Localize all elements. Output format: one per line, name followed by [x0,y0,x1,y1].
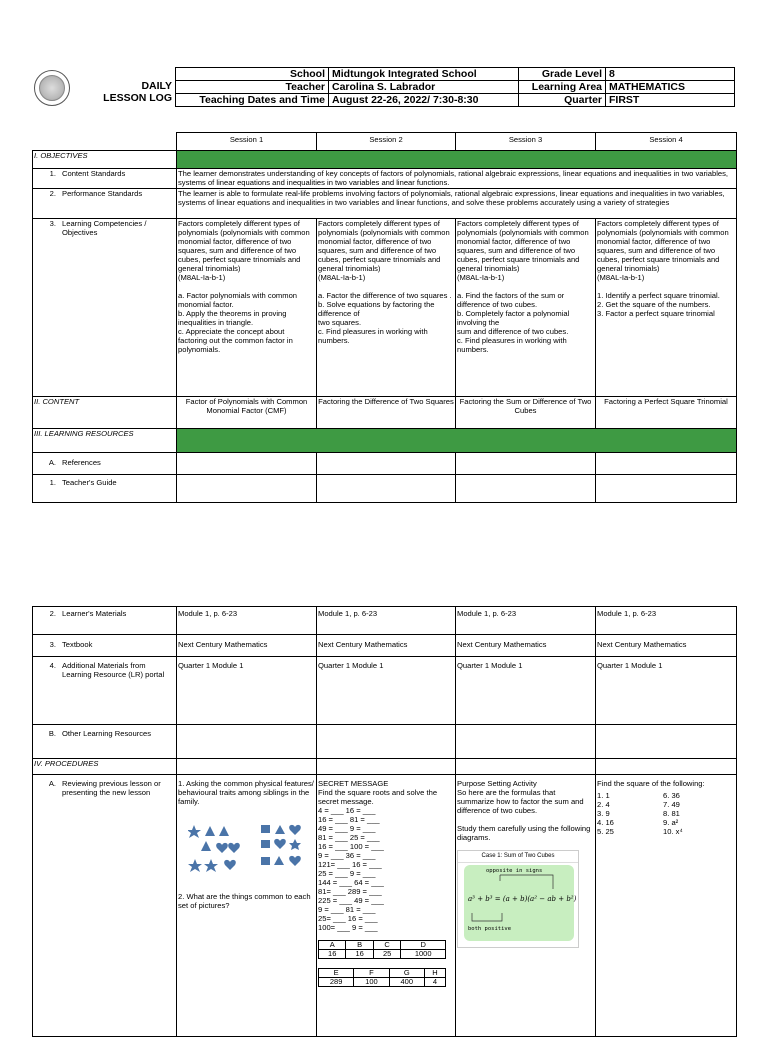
resources-green-bar [177,429,737,453]
lm-session-4: Module 1, p. 6-23 [596,607,737,635]
add-session-2: Quarter 1 Module 1 [317,657,456,725]
dates-label: Teaching Dates and Time [176,94,329,107]
blank-corner [33,133,177,151]
reviewing-label: A. Reviewing previous lesson or presenting the new lesson [33,775,177,1037]
grade-value: 8 [606,68,735,81]
teacher-value: Carolina S. Labrador [329,81,519,94]
tb-session-3: Next Century Mathematics [456,635,596,657]
add-session-4: Quarter 1 Module 1 [596,657,737,725]
title-line2: LESSON LOG [103,92,172,104]
secret-message-intro: Find the square roots and solve the secret message. [318,788,438,806]
quarter-value: FIRST [606,94,735,107]
competency-session-2: Factors completely different types of polynomials (polynomials with common monomial factor, difference of two squares, sum and difference of two cubes, perfect square trinomials and general trinomials) (M8AL-Ia-b-1) a. Factor the difference of two squares . b. Solve equations by factoring the difference of two squares. c. Find pleasures in working with numbers. [317,219,456,397]
school-label: School [176,68,329,81]
topic-session-4: Factoring a Perfect Square Trinomial [596,397,737,429]
secret-key-table-2: E F G H 289 100 400 4 [318,968,446,987]
performance-standards-text: The learner is able to formulate real-life problems involving factors of polynomials, rational algebraic expressions, linear equations and inequalities in two variables, systems of linear equations and inequalities in two variables and linear functions, and solve these problems accurately using a variety of strategies [177,189,737,219]
topic-session-3: Factoring the Sum or Difference of Two Cubes [456,397,596,429]
lesson-table-page2 [32,606,737,1037]
competencies-label: 3. Learning Competencies / Objectives [33,219,177,397]
objectives-green-bar [177,151,737,169]
secret-message-title: SECRET MESSAGE [318,779,389,788]
header-table [175,67,735,107]
s1-question-2: 2. What are the things common to each set of pictures? [178,892,311,910]
session-4-header: Session 4 [596,133,737,151]
review-session-1 [177,775,317,1037]
sum-of-cubes-diagram [457,850,579,948]
both-positive-label: both positive [468,926,512,932]
purpose-setting-text2: Study them carefully using the following diagrams. [457,824,591,842]
sum-of-cubes-formula: a³ + b³ = (a + b)(a² − ab + b²) [468,895,577,903]
quarter-label: Quarter [519,94,606,107]
topic-session-2: Factoring the Difference of Two Squares [317,397,456,429]
session-1-header: Session 1 [177,133,317,151]
area-value: MATHEMATICS [606,81,735,94]
content-standards-label: 1. Content Standards [33,169,177,189]
square-exercise-title: Find the square of the following: [597,779,705,788]
dates-value: August 22-26, 2022/ 7:30-8:30 [329,94,519,107]
teacher-label: Teacher [176,81,329,94]
title-line1: DAILY [141,80,172,92]
area-label: Learning Area [519,81,606,94]
performance-standards-label: 2. Performance Standards [33,189,177,219]
competency-session-1: Factors completely different types of polynomials (polynomials with common monomial factor, difference of two squares, sum and difference of two cubes, perfect square trinomials and general trinomials) (M8AL-Ia-b-1) a. Factor polynomials with common monomial factor. b. Apply the theorems in proving inequalities in triangle. c. Appreciate the concept about factoring out the common factor in polynomials. [177,219,317,397]
review-session-4 [596,775,737,1037]
log-title [78,80,172,104]
learners-materials-label: 2. Learner's Materials [33,607,177,635]
competency-session-3: Factors completely different types of polynomials (polynomials with common monomial factor, difference of two squares, sum and difference of two cubes, perfect square trinomials and general trinomials) (M8AL-Ia-b-1) a. Find the factors of the sum or difference of two cubes. b. Completely factor a polynomial involving the sum and difference of two cubes. c. Find pleasures in working with numbers. [456,219,596,397]
session-3-header: Session 3 [456,133,596,151]
references-label: A. References [33,453,177,475]
opposite-signs-label: opposite in signs [486,868,543,874]
lm-session-3: Module 1, p. 6-23 [456,607,596,635]
session-2-header: Session 2 [317,133,456,151]
square-items-right: 6. 36 7. 49 8. 81 9. a² 10. x⁴ [663,791,683,836]
add-session-1: Quarter 1 Module 1 [177,657,317,725]
review-session-2 [317,775,456,1037]
objectives-heading: I. OBJECTIVES [33,151,177,169]
purpose-setting-title: Purpose Setting Activity [457,779,537,788]
lm-session-1: Module 1, p. 6-23 [177,607,317,635]
square-items-left: 1. 1 2. 4 3. 9 4. 16 5. 25 [597,791,614,836]
purpose-setting-text: So here are the formulas that summarize how to factor the sum and difference of two cubes. [457,788,584,815]
procedures-heading: IV. PROCEDURES [33,759,177,775]
diagram-case-title: Case 1: Sum of Two Cubes [458,851,578,863]
topic-session-1: Factor of Polynomials with Common Monomial Factor (CMF) [177,397,317,429]
grade-label: Grade Level [519,68,606,81]
competency-session-4: Factors completely different types of polynomials (polynomials with common monomial factor, difference of two squares, sum and difference of two cubes, perfect square trinomials and general trinomials) (M8AL-Ia-b-1) 1. Identify a perfect square trinomial. 2. Get the square of the numbers. 3. Factor a perfect square trinomial [596,219,737,397]
school-value: Midtungok Integrated School [329,68,519,81]
textbook-label: 3. Textbook [33,635,177,657]
s1-question-1: 1. Asking the common physical features/ behavioural traits among siblings in the family. [178,779,314,806]
shapes-set-1-icon [188,821,240,879]
teachers-guide-label: 1. Teacher's Guide [33,475,177,503]
content-heading: II. CONTENT [33,397,177,429]
shapes-set-2-icon [259,821,305,879]
tb-session-2: Next Century Mathematics [317,635,456,657]
additional-materials-label: 4. Additional Materials from Learning Resource (LR) portal [33,657,177,725]
tb-session-4: Next Century Mathematics [596,635,737,657]
resources-heading: III. LEARNING RESOURCES [33,429,177,453]
review-session-3 [456,775,596,1037]
content-standards-text: The learner demonstrates understanding of key concepts of factors of polynomials, rational algebraic expressions, linear equations and inequalities in two variables, systems of linear equations and inequalities in two variables and linear functions. [177,169,737,189]
lesson-table-page1 [32,132,737,503]
tb-session-1: Next Century Mathematics [177,635,317,657]
secret-key-table-1: A B C D 16 16 25 1000 [318,940,446,959]
add-session-3: Quarter 1 Module 1 [456,657,596,725]
deped-seal [34,70,70,106]
lm-session-2: Module 1, p. 6-23 [317,607,456,635]
secret-message-lines: 4 = ___ 16 = ___ 16 = ___ 81 = ___ 49 = ___ 9 = ___ 81 = ___ 25 = ___ 16 = ___ 100 = ___ 9 = ___ 36 = ___ 121= ___ 16 = ___ 25 = ___ 9 = ___ 144 = ___ 64 = ___ 81= ___ 289 = ___ 225 = ___ 49 = ___ 9 = ___ 81 = ___ 25= ___ 16 = ___ 100= ___ 9 = ___ [318,806,384,932]
other-resources-label: B. Other Learning Resources [33,725,177,759]
